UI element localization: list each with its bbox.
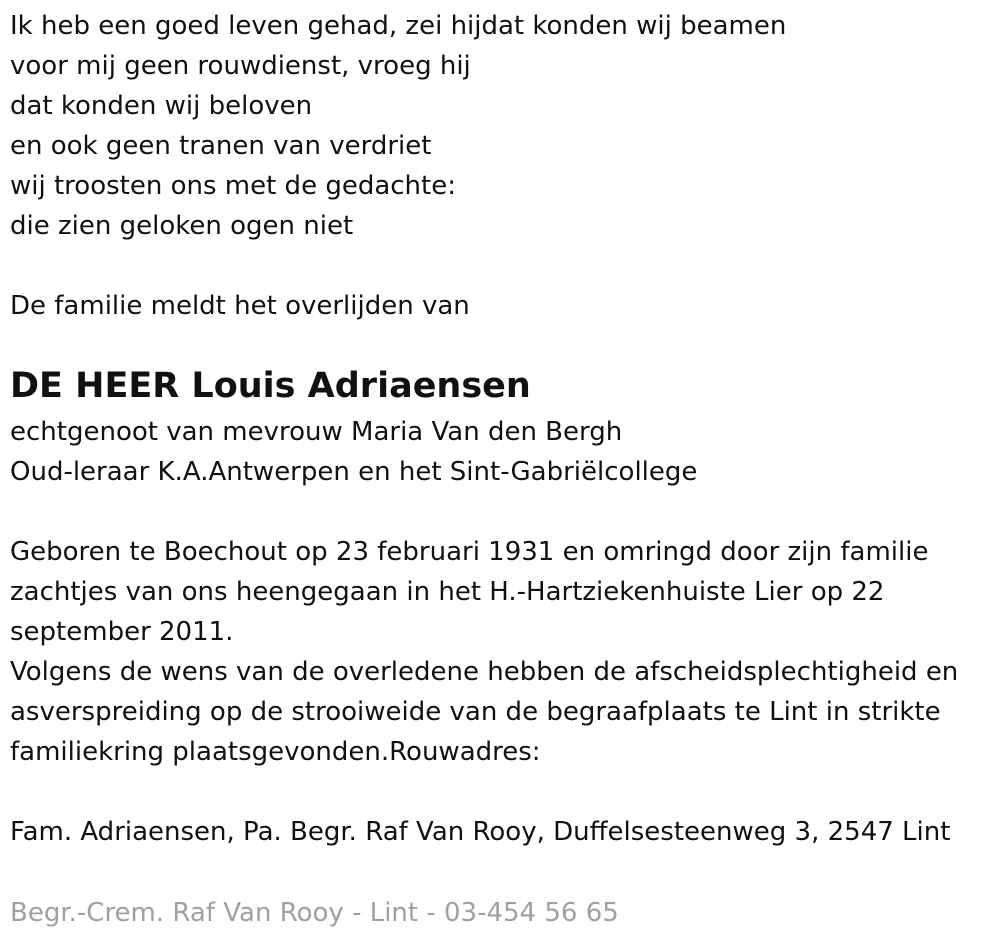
poem — [10, 6, 1000, 246]
mourning-address: Fam. Adriaensen, Pa. Begr. Raf Van Rooy, Duffelsesteenweg 3, 2547 Lint — [10, 817, 951, 847]
spacer — [10, 326, 1000, 366]
poem-line: wij troosten ons met de gedachte: — [10, 171, 456, 201]
poem-line: en ook geen tranen van verdriet — [10, 131, 432, 161]
announcement-text: De familie meldt het overlijden van — [10, 291, 470, 321]
details-line: asverspreiding op de strooiweide van de begraafplaats te Lint in strikte — [10, 697, 941, 727]
spacer — [10, 772, 1000, 812]
details-line: september 2011. — [10, 617, 234, 647]
deceased-name: DE HEER Louis Adriaensen — [10, 366, 531, 406]
details-line: Geboren te Boechout op 23 februari 1931 en omringd door zijn familie — [10, 537, 929, 567]
details-block — [10, 532, 1000, 772]
spouse-line: echtgenoot van mevrouw Maria Van den Bergh — [10, 417, 623, 447]
poem-line: voor mij geen rouwdienst, vroeg hij — [10, 51, 471, 81]
details-line: zachtjes van ons heengegaan in het H.-Hartziekenhuiste Lier op 22 — [10, 577, 885, 607]
poem-line: Ik heb een goed leven gehad, zei hijdat konden wij beamen — [10, 11, 787, 41]
spacer — [10, 246, 1000, 286]
details-line: familiekring plaatsgevonden.Rouwadres: — [10, 737, 541, 767]
spacer — [10, 492, 1000, 532]
details-line: Volgens de wens van de overledene hebben de afscheidsplechtigheid en — [10, 657, 959, 687]
funeral-home-footer: Begr.-Crem. Raf Van Rooy - Lint - 03-454 56 65 — [10, 898, 619, 928]
poem-line: dat konden wij beloven — [10, 91, 313, 121]
occupation-line: Oud-leraar K.A.Antwerpen en het Sint-Gabriëlcollege — [10, 457, 698, 487]
poem-line: die zien geloken ogen niet — [10, 211, 354, 241]
